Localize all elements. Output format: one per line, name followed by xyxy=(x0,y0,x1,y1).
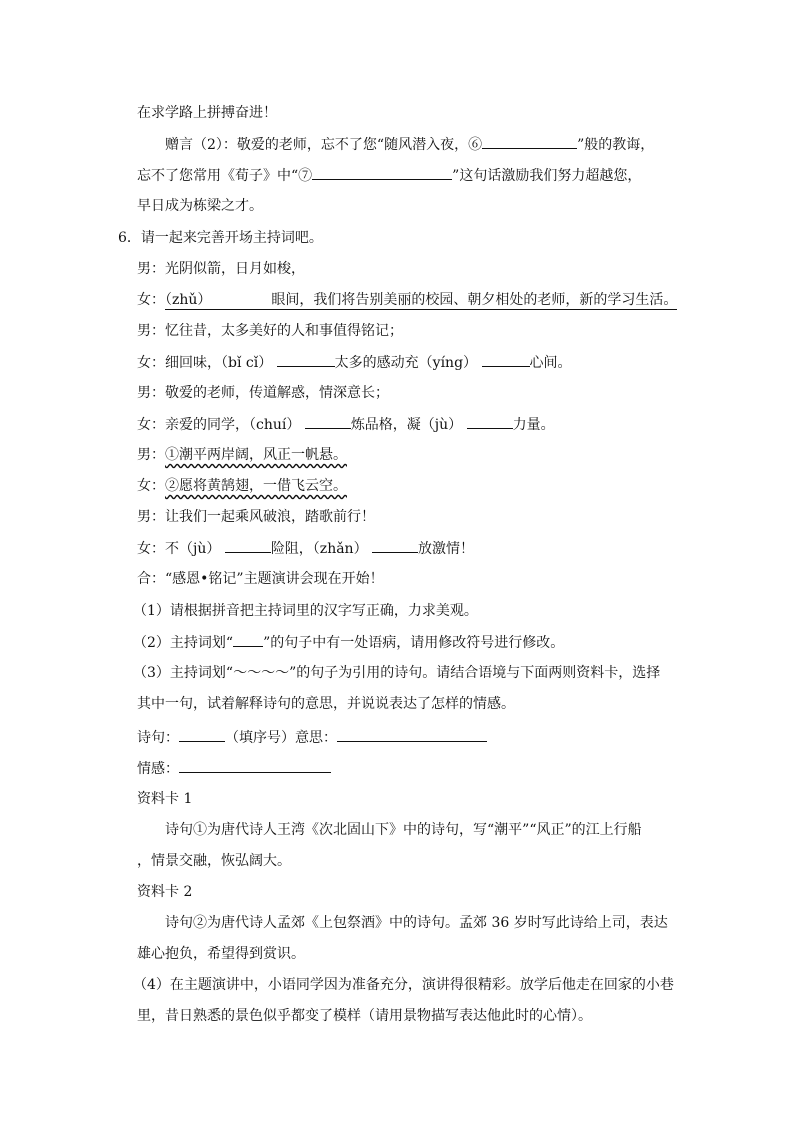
text: 诗句②为唐代诗人孟郊《上包祭酒》中的诗句。孟郊 36 岁时写此诗给上司，表达 xyxy=(165,915,668,931)
text-line xyxy=(137,1006,592,1026)
answer-blank[interactable] xyxy=(179,758,331,773)
text: （1）请根据拼音把主持词里的汉字写正确，力求美观。 xyxy=(133,603,478,619)
dialog-line xyxy=(137,476,347,496)
dialog-line xyxy=(137,259,305,279)
text: ”的句子中有一处语病，请用修改符号进行修改。 xyxy=(263,635,565,651)
answer-blank[interactable] xyxy=(179,727,225,742)
text: 力量。 xyxy=(512,417,555,433)
text: 早日成为栋梁之才。 xyxy=(137,198,263,214)
text: 在求学路上拼搏奋进！ xyxy=(137,105,277,121)
answer-blank[interactable] xyxy=(482,352,530,367)
answer-blank[interactable] xyxy=(225,538,271,553)
answer-blank[interactable] xyxy=(305,414,351,429)
answer-blank[interactable] xyxy=(277,352,335,367)
pinyin: （zhǔ） xyxy=(165,292,212,308)
text: 女： xyxy=(137,292,165,308)
dialog-line xyxy=(137,352,572,373)
text: 忘不了您常用《荀子》中“⑦ xyxy=(137,168,313,184)
text: 诗句： xyxy=(137,730,179,746)
dialog-line xyxy=(137,569,384,589)
text: 情感： xyxy=(137,761,179,777)
text: 诗句①为唐代诗人王湾《次北固山下》中的诗句，写“潮平”“风正”的江上行船 xyxy=(165,822,642,838)
text: 里，昔日熟悉的景色似乎都变了模样（请用景物描写表达他此时的心情）。 xyxy=(137,1008,592,1024)
text: 太多的感动充（yíng） xyxy=(334,355,478,371)
text: 6．请一起来完善开场主持词吧。 xyxy=(118,230,323,246)
answer-blank[interactable] xyxy=(372,538,418,553)
dialog-line xyxy=(137,538,474,559)
underlined-sentence xyxy=(165,292,677,310)
answer-blank[interactable] xyxy=(312,165,452,180)
text-line xyxy=(137,103,277,123)
sub-question xyxy=(133,663,660,683)
text: 男： xyxy=(137,447,165,463)
dialog-line xyxy=(137,507,375,527)
dialog-line xyxy=(137,414,555,435)
text: 男：敬爱的老师，传道解惑，情深意长； xyxy=(137,385,389,401)
text: 男：忆往昔，太多美好的人和事值得铭记； xyxy=(137,323,403,339)
text: 女：亲爱的同学，（chuí） xyxy=(137,417,301,433)
text: 雄心抱负，希望得到赏识。 xyxy=(137,946,305,962)
text: ，情景交融，恢弘阔大。 xyxy=(137,853,291,869)
answer-blank[interactable] xyxy=(467,414,513,429)
wavy-underlined-poem: ②愿将黄鹄翅，一借飞云空。 xyxy=(165,478,347,494)
underline-mark xyxy=(233,632,263,647)
text: 女：细回味，（bǐ cǐ） xyxy=(137,355,273,371)
dialog-line xyxy=(137,290,677,310)
text: 眼间，我们将告别美丽的校园、朝夕相处的老师，新的学习生活。 xyxy=(271,292,678,308)
text: 男：光阴似箭，日月如梭， xyxy=(137,261,305,277)
text: 险阻，（zhǎn） xyxy=(270,541,368,557)
text-line xyxy=(137,694,515,714)
answer-line xyxy=(137,758,331,779)
question-title xyxy=(118,228,323,248)
text: 资料卡 1 xyxy=(137,791,193,807)
text: 其中一句，试着解释诗句的意思，并说说表达了怎样的情感。 xyxy=(137,696,515,712)
sub-question xyxy=(133,632,564,653)
text: 放激情！ xyxy=(418,541,475,557)
text: 合：“感恩•铭记”主题演讲会现在开始！ xyxy=(137,571,384,587)
dialog-line xyxy=(137,321,403,341)
answer-line xyxy=(137,727,487,748)
text-line xyxy=(165,820,642,840)
text: （填序号）意思： xyxy=(225,730,337,746)
text: （3）主持词划“～～～～”的句子为引用的诗句。请结合语境与下面两则资料卡，选择 xyxy=(133,665,661,681)
answer-blank[interactable] xyxy=(482,134,577,149)
text-line xyxy=(137,851,291,871)
dialog-line xyxy=(137,445,347,465)
text: 男：让我们一起乘风破浪，踏歌前行！ xyxy=(137,509,375,525)
text: （2）主持词划“ xyxy=(133,635,234,651)
text-line xyxy=(137,944,305,964)
text: 资料卡 2 xyxy=(137,884,193,900)
wavy-underlined-poem: ①潮平两岸阔，风正一帆悬。 xyxy=(165,447,347,463)
text: ”般的教诲， xyxy=(577,137,655,153)
text: 女： xyxy=(137,478,165,494)
dialog-line xyxy=(137,383,389,403)
sub-question xyxy=(133,975,674,995)
text: 炼品格，凝（jù） xyxy=(350,417,463,433)
text-line xyxy=(165,913,668,933)
text: 心间。 xyxy=(529,355,572,371)
text-line xyxy=(165,134,654,155)
card-title xyxy=(137,789,192,809)
card-title xyxy=(137,882,192,902)
text: 女：不（jù） xyxy=(137,541,221,557)
text: （4）在主题演讲中，小语同学因为准备充分，演讲得很精彩。放学后他走在回家的小巷 xyxy=(133,977,674,993)
sub-question xyxy=(133,601,478,621)
text: ”这句话激励我们努力超越您， xyxy=(452,168,642,184)
text-line xyxy=(137,196,263,216)
text-line xyxy=(137,165,641,186)
text: 赠言（2）：敬爱的老师，忘不了您“随风潜入夜，⑥ xyxy=(165,137,483,153)
answer-blank[interactable] xyxy=(337,727,487,742)
